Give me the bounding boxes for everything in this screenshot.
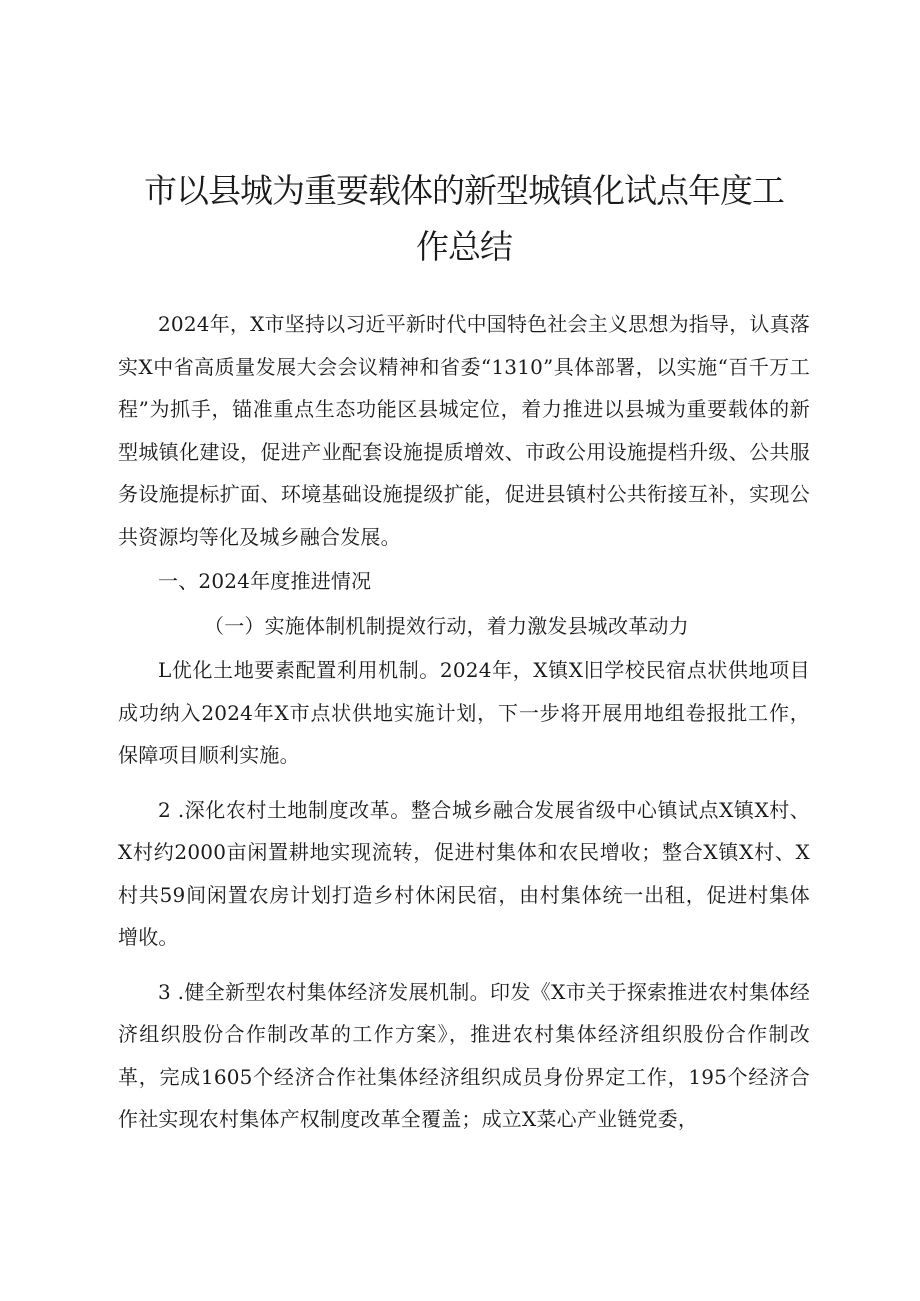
title-line-2: 作总结 xyxy=(416,227,512,266)
section-heading: 一、2024年度推进情况 xyxy=(158,569,372,593)
subsection-heading: （一）实施体制机制提效行动，着力激发县城改革动力 xyxy=(204,613,689,638)
item-paragraph-2: 2 .深化农村土地制度改革。整合城乡融合发展省级中心镇试点X镇X村、X村约2000亩闲置耕地实现流转，促进村集体和农民增收；整合X镇X村、X村共59间闲置农房计划打造乡村休闲民宿，由村集体统一出租，促进村集体增收。 xyxy=(118,797,810,949)
intro-paragraph: 2024年，X市坚持以习近平新时代中国特色社会主义思想为指导，认真落实X中省高质量发展大会会议精神和省委“1310”具体部署，以实施“百千万工程”为抓手，锚准重点生态功能区县城定位，着力推进以县城为重要载体的新型城镇化建设，促进产业配套设施提质增效、市政公用设施提档升级、公共服务设施提标扩面、环境基础设施提级扩能，促进县镇村公共衔接互补，实现公共资源均等化及城乡融合发展。 xyxy=(118,312,810,549)
document-title xyxy=(118,163,810,275)
item-paragraph-1: L优化土地要素配置利用机制。2024年，X镇X旧学校民宿点状供地项目成功纳入2024年X市点状供地实施计划，下一步将开展用地组卷报批工作，保障项目顺利实施。 xyxy=(118,658,810,767)
item-paragraph-3: 3 .健全新型农村集体经济发展机制。印发《X市关于探索推进农村集体经济组织股份合作制改革的工作方案》，推进农村集体经济组织股份合作制改革，完成1605个经济合作社集体经济组织成员身份界定工作，195个经济合作社实现农村集体产权制度改革全覆盖；成立X菜心产业链党委， xyxy=(118,979,810,1131)
title-line-1: 市以县城为重要载体的新型城镇化试点年度工 xyxy=(144,171,784,210)
